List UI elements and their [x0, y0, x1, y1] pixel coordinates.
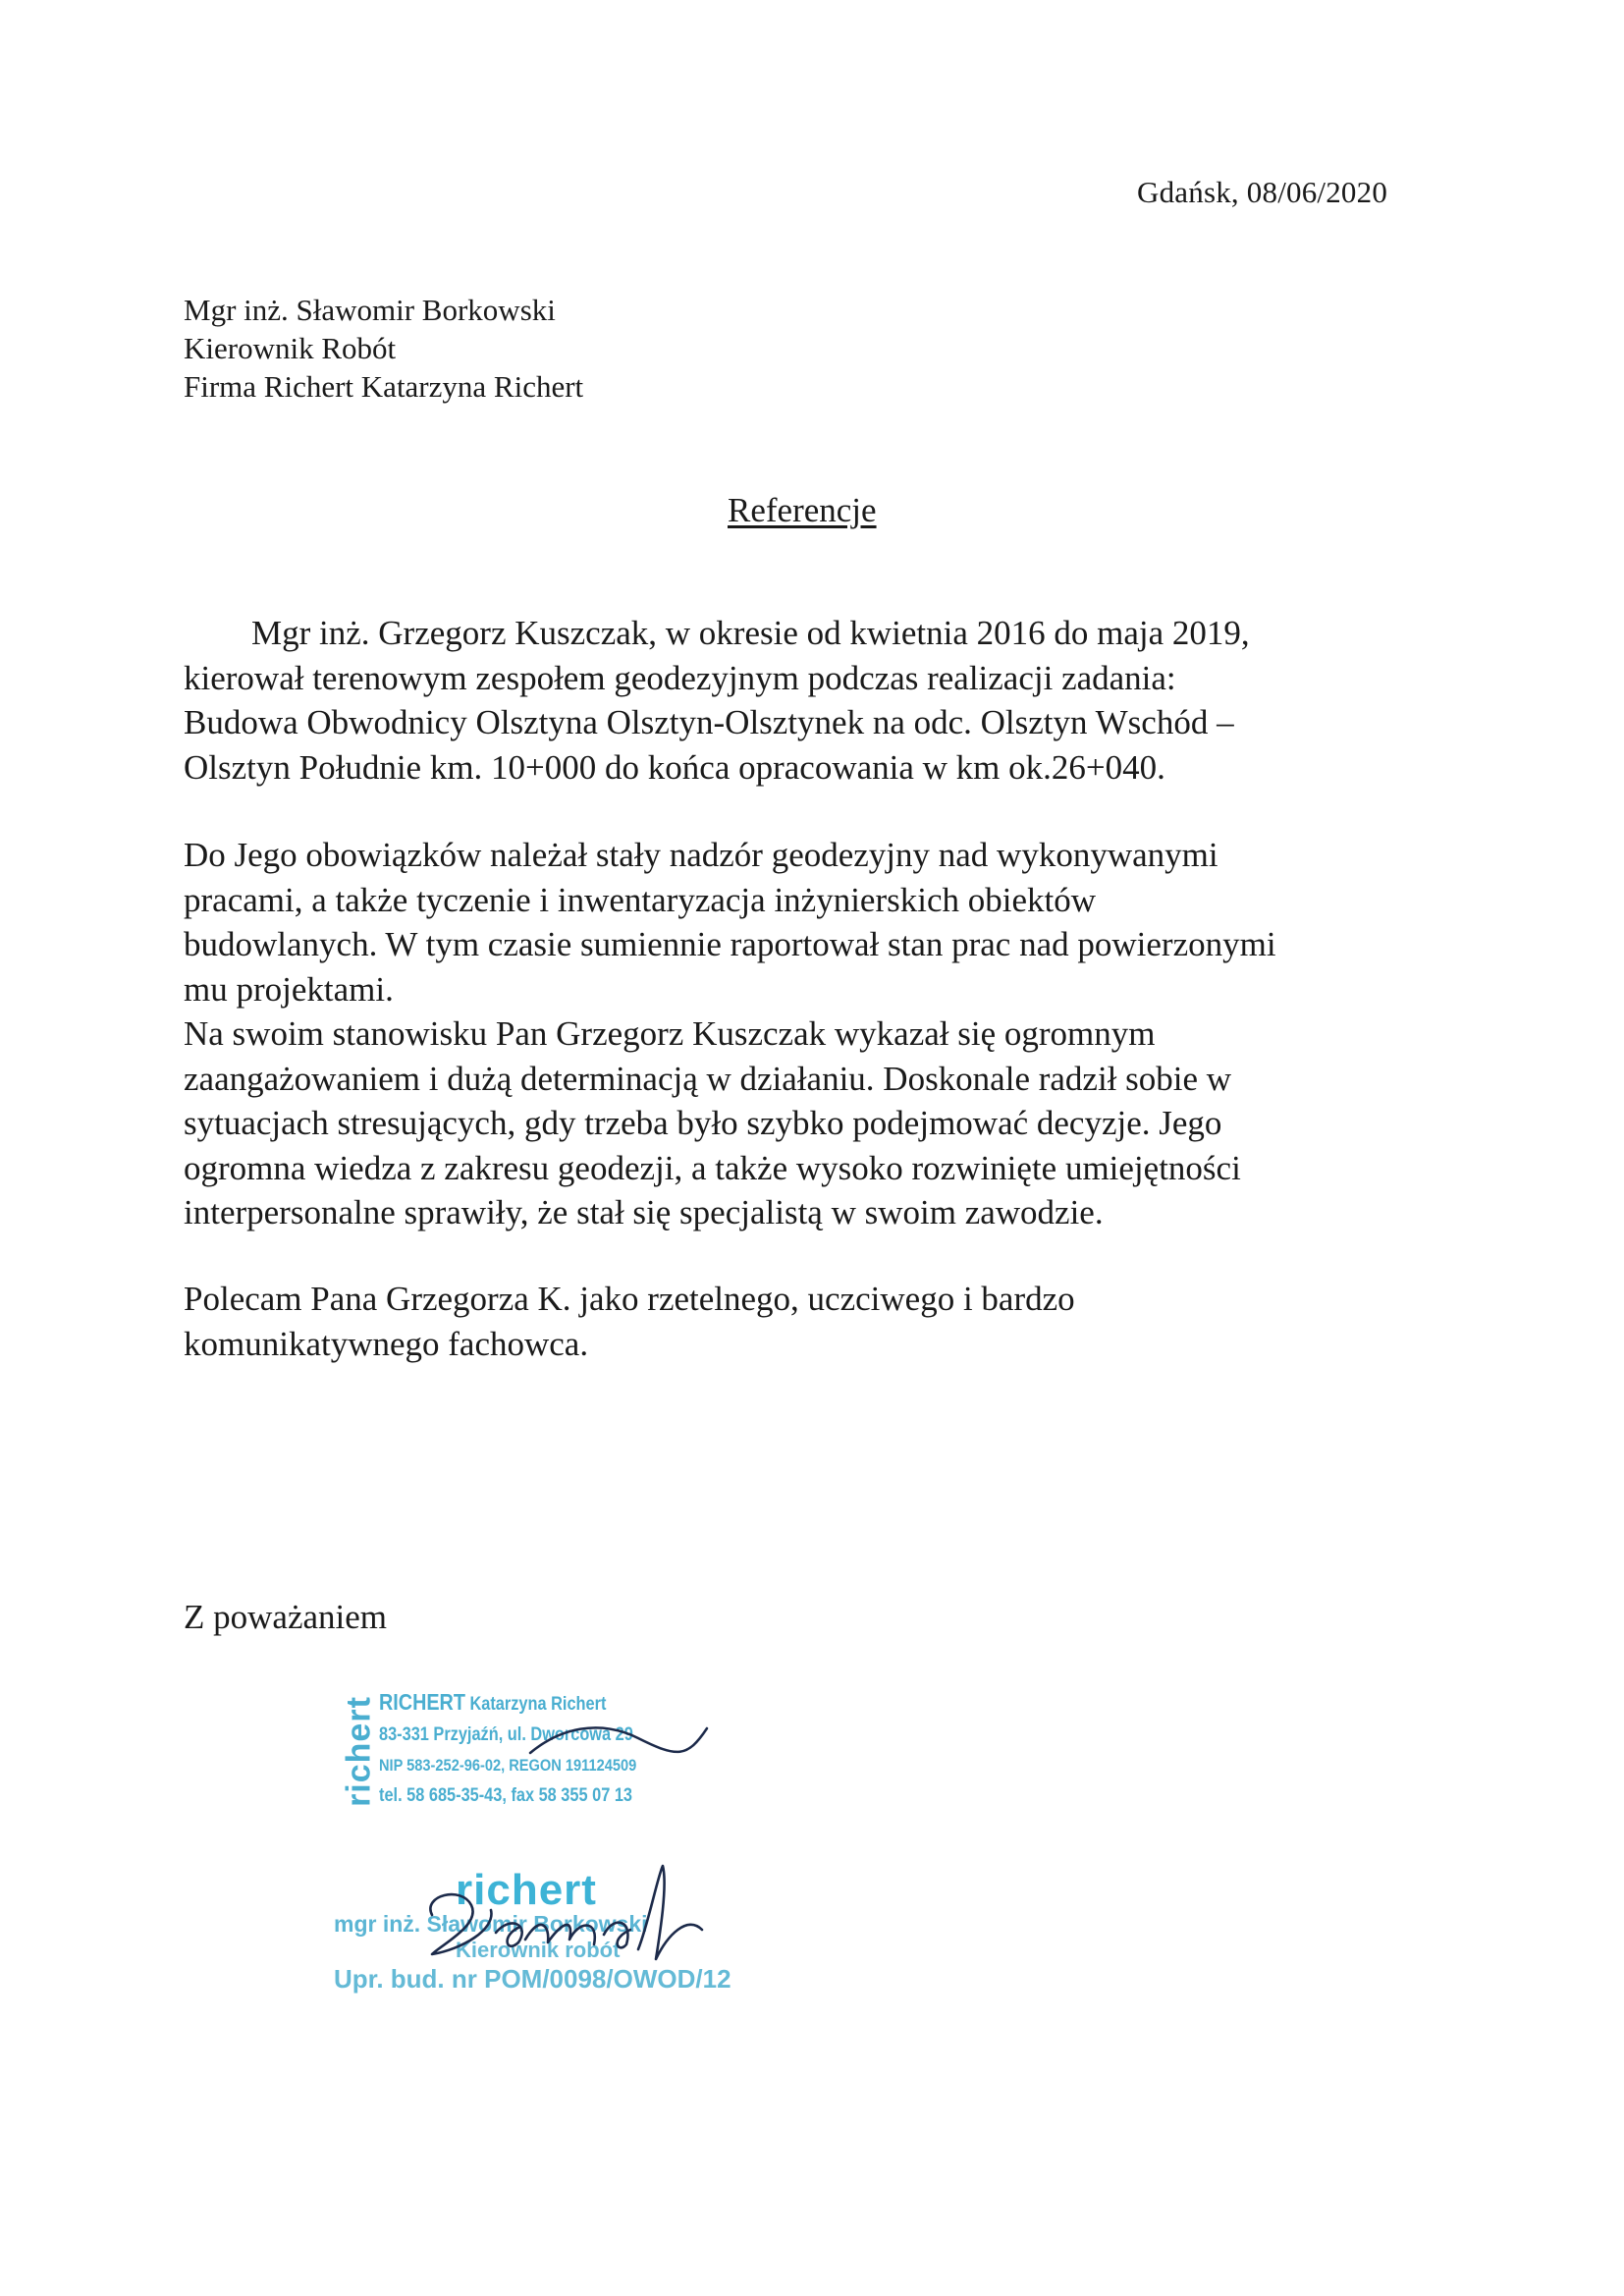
paragraph-line: Na swoim stanowisku Pan Grzegorz Kuszczak wykazał się ogromnym	[184, 1014, 1156, 1053]
recipient-role: Kierownik Robót	[184, 331, 397, 365]
paragraph-line: Polecam Pana Grzegorza K. jako rzetelnego, uczciwego i bardzo	[184, 1280, 1075, 1318]
paragraph-line: pracami, a także tyczenie i inwentaryzacja inżynierskich obiektów	[184, 880, 1097, 919]
stamp-company-owner: Katarzyna Richert	[469, 1694, 607, 1715]
paragraph-line: mu projektami.	[184, 969, 394, 1009]
paragraph-line: budowlanych. W tym czasie sumiennie raportował stan prac nad powierzonymi	[184, 925, 1276, 963]
stamp-person-name: mgr inż. Sławomir Borkowski	[334, 1911, 648, 1937]
paragraph-line: interpersonalne sprawiły, że stał się specjalistą w swoim zawodzie.	[184, 1193, 1104, 1231]
signature-scribble-small	[520, 1709, 717, 1768]
closing-salutation: Z poważaniem	[184, 1598, 387, 1636]
paragraph-recommendation	[184, 1277, 1460, 1366]
handwritten-signature	[403, 1856, 736, 1984]
stamp-license-number: Upr. bud. nr POM/0098/OWOD/12	[334, 1964, 731, 1994]
recipient-company: Firma Richert Katarzyna Richert	[184, 369, 584, 404]
paragraph-intro	[184, 611, 1460, 790]
paragraph-line: zaangażowaniem i dużą determinacją w działaniu. Doskonale radził sobie w	[184, 1059, 1232, 1098]
stamp-logo: richert	[456, 1866, 597, 1914]
stamp-person-role: Kierownik robót	[456, 1938, 621, 1962]
paragraph-line: Do Jego obowiązków należał stały nadzór geodezyjny nad wykonywanymi	[184, 836, 1218, 874]
paragraph-line: ogromna wiedza z zakresu geodezji, a także wysoko rozwinięte umiejętności	[184, 1148, 1241, 1187]
recipient-name: Mgr inż. Sławomir Borkowski	[184, 293, 556, 327]
document-title: Referencje	[728, 491, 877, 529]
paragraph-line: sytuacjach stresujących, gdy trzeba było szybko podejmować decyzje. Jego	[184, 1104, 1222, 1142]
paragraph-line: kierował terenowym zespołem geodezyjnym podczas realizacji zadania:	[184, 658, 1176, 697]
recipient-block	[184, 291, 583, 406]
stamp-company-name: RICHERT	[379, 1689, 465, 1715]
place-date: Gdańsk, 08/06/2020	[1137, 175, 1388, 209]
stamp-logo-vertical: richert	[340, 1696, 378, 1807]
paragraph-line: Olsztyn Południe km. 10+000 do końca opracowania w km ok.26+040.	[184, 747, 1165, 787]
paragraph-line: komunikatywnego fachowca.	[184, 1324, 589, 1363]
paragraph-line: Mgr inż. Grzegorz Kuszczak, w okresie od kwietnia 2016 do maja 2019,	[251, 614, 1250, 652]
stamp-line-phone: tel. 58 685-35-43, fax 58 355 07 13	[379, 1785, 633, 1806]
paragraph-duties	[184, 833, 1460, 1235]
paragraph-line: Budowa Obwodnicy Olsztyna Olsztyn-Olsztynek na odc. Olsztyn Wschód –	[184, 703, 1234, 741]
stamp-line-address: 83-331 Przyjaźń, ul. Dworcowa 29	[379, 1724, 633, 1745]
stamp-line-tax-ids: NIP 583-252-96-02, REGON 191124509	[379, 1756, 637, 1775]
